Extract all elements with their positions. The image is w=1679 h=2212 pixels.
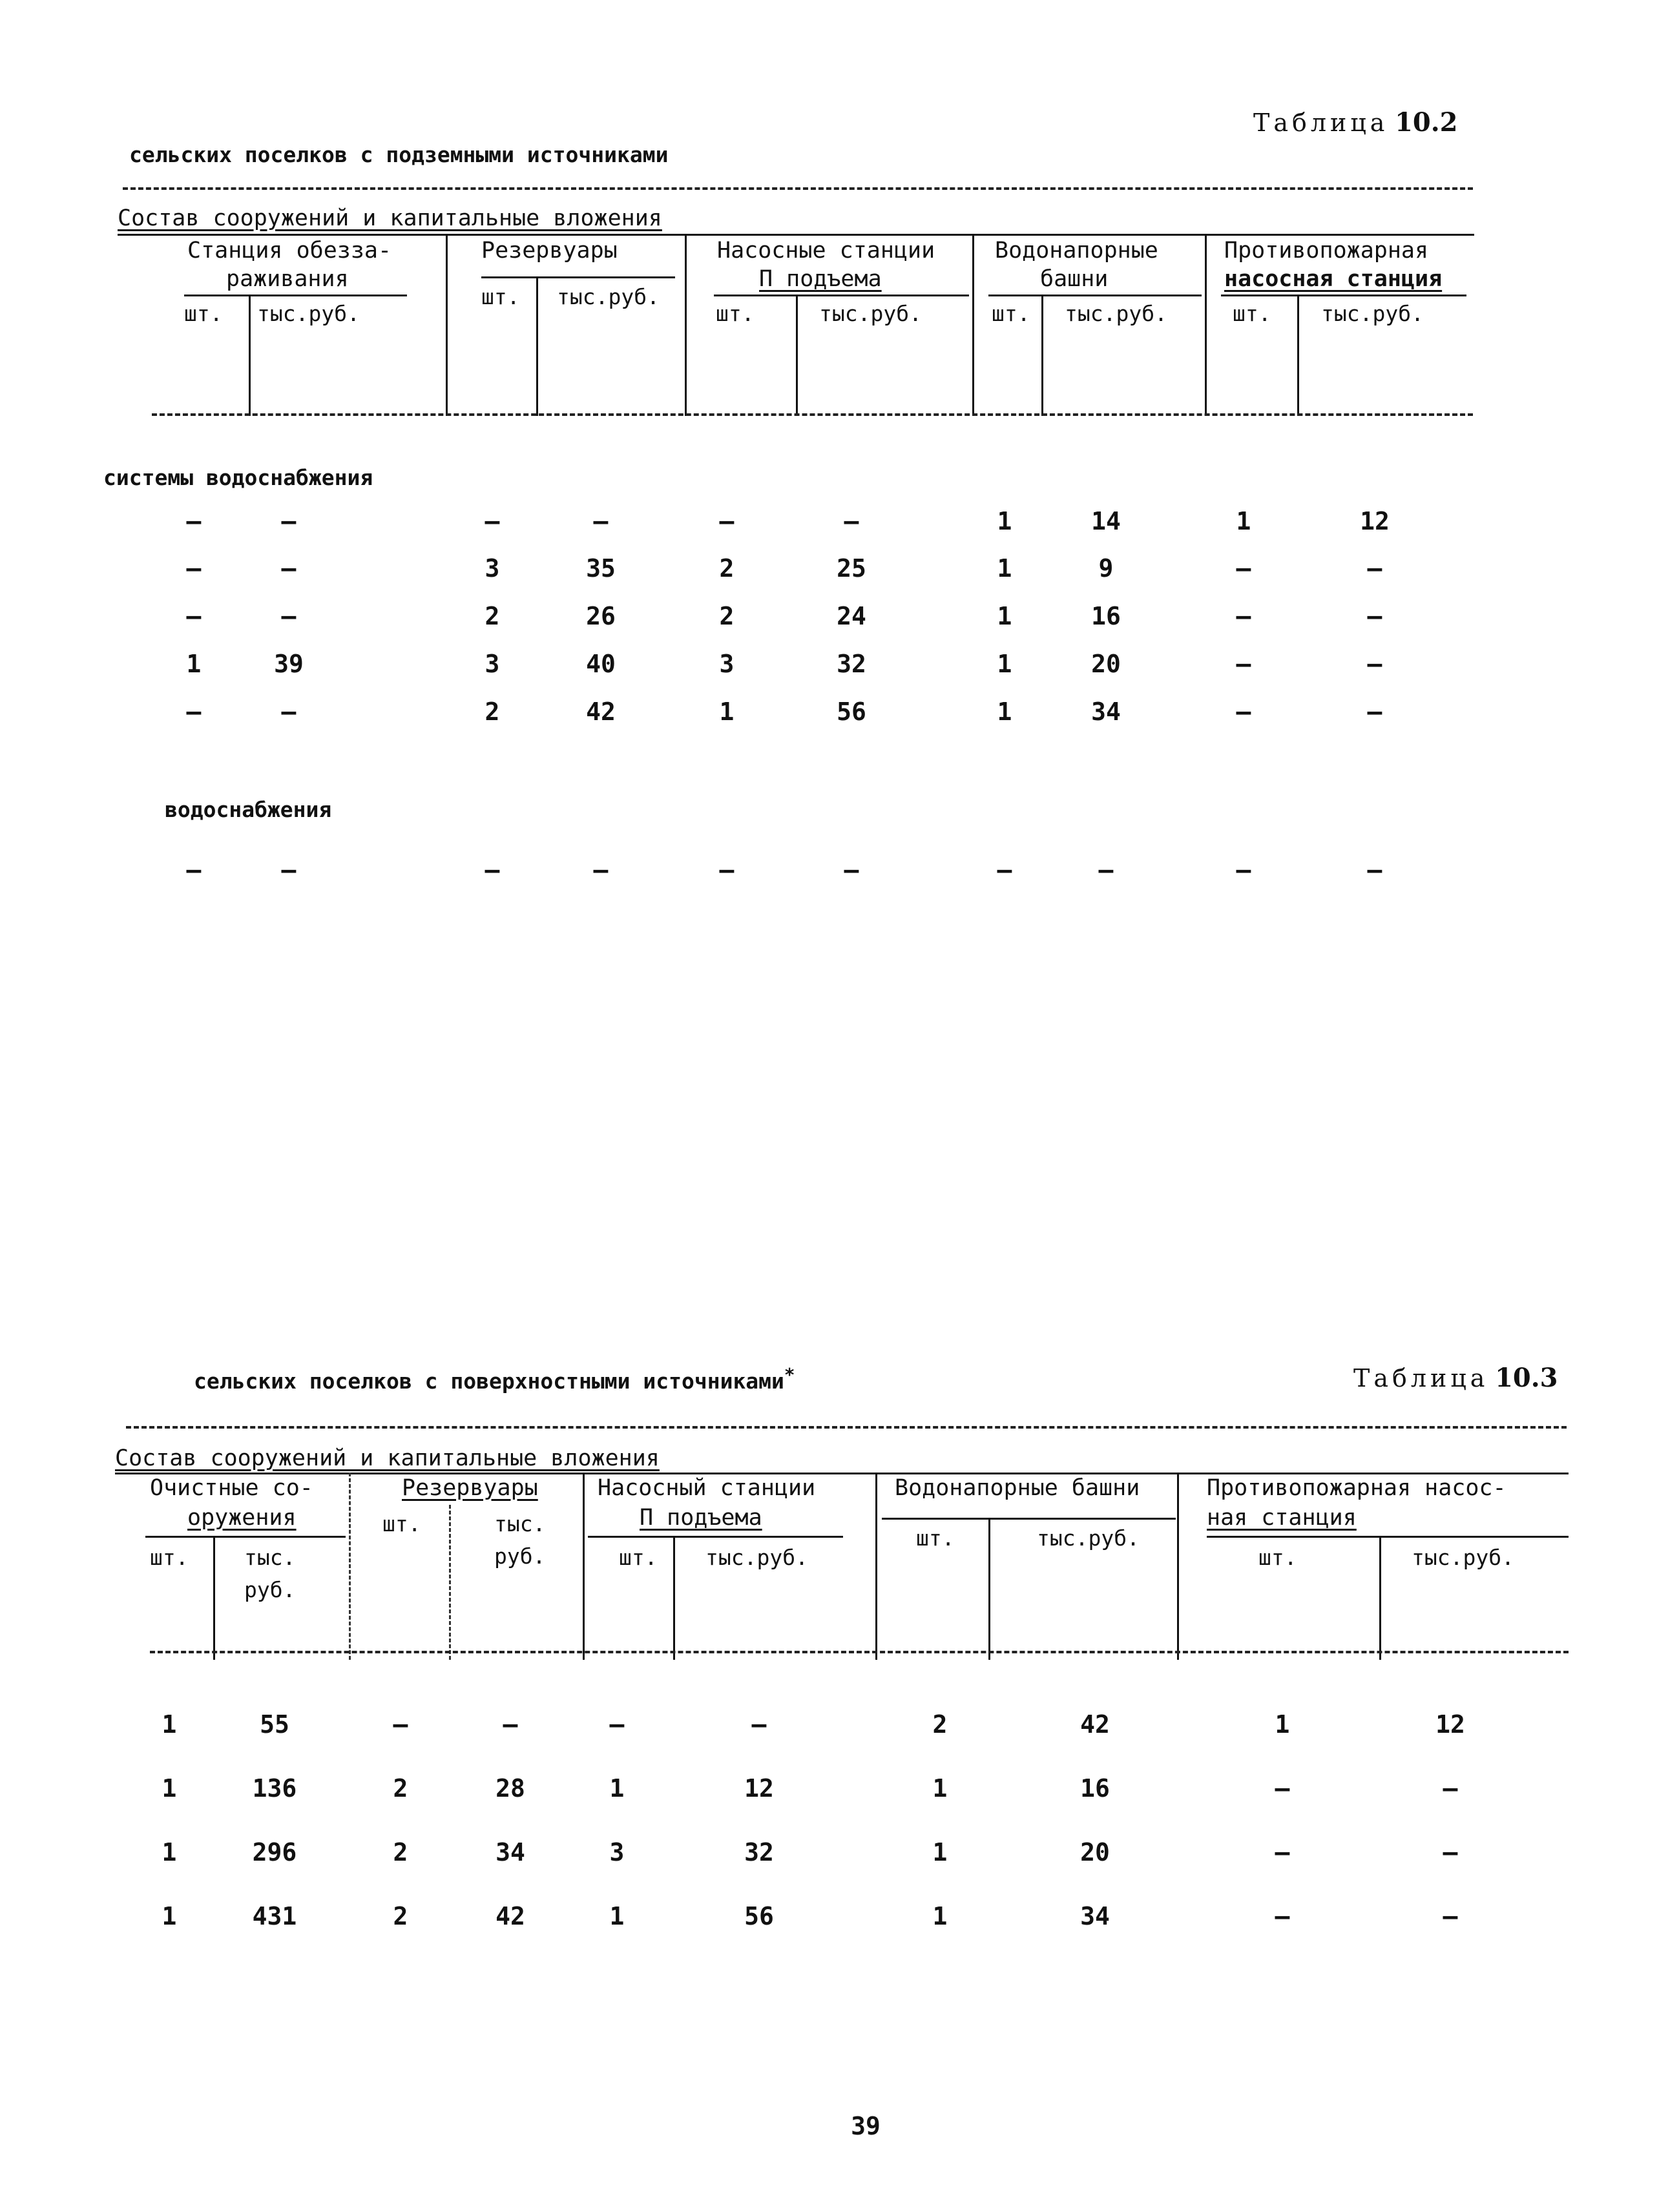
col-sep (446, 234, 448, 416)
table1-cell: 3 (485, 650, 500, 678)
unit-pcs: шт. (916, 1525, 955, 1551)
table2-cell: 2 (393, 1838, 408, 1866)
table2-cell: 1 (609, 1774, 625, 1803)
table1-cell: – (281, 554, 297, 583)
table1-cell: 3 (485, 554, 500, 583)
table1-cell: 2 (719, 602, 735, 630)
table2-cell: – (1443, 1838, 1458, 1866)
unit-rub: тыс.руб. (1321, 301, 1424, 326)
table2-cell: 34 (1080, 1902, 1110, 1930)
table1-cell: 1 (997, 554, 1012, 583)
unit-sep (988, 1518, 990, 1660)
table1-cell: – (1367, 650, 1382, 678)
table1-cell: – (1367, 698, 1382, 726)
header-treatment-line2: оружения (187, 1505, 297, 1531)
header-rule (184, 295, 407, 296)
table1-sec2-cell: – (1236, 856, 1251, 884)
table2-cell: 2 (393, 1902, 408, 1930)
header-towers: Водонапорные башни (895, 1475, 1140, 1501)
table1-cell: – (719, 507, 735, 535)
table1-cell: 9 (1098, 554, 1114, 583)
table1-cell: 1 (997, 650, 1012, 678)
table2-cell: 55 (260, 1710, 289, 1739)
top-dashed-rule (126, 1426, 1567, 1429)
table1-cell: 1 (997, 602, 1012, 630)
unit-rub: тыс.руб. (819, 301, 922, 326)
header-towers-line2: башни (1040, 266, 1109, 292)
header-fire-line1: Противопожарная насос- (1207, 1475, 1507, 1501)
table2-cell: 296 (252, 1838, 297, 1866)
unit-pcs: шт. (150, 1545, 189, 1570)
caption-word: Таблица (1253, 109, 1389, 137)
header-fire-line2: ная станция (1207, 1505, 1357, 1531)
caption-word: Таблица (1353, 1364, 1489, 1392)
header-fire-line1: Противопожарная (1224, 238, 1429, 264)
table1-sec2-cell: – (844, 856, 859, 884)
table1-cell: 2 (719, 554, 735, 583)
unit-ths: тыс. (494, 1511, 546, 1536)
unit-sep (536, 276, 538, 416)
table1-sec2-cell: – (719, 856, 735, 884)
table1-cell: 1 (997, 507, 1012, 535)
unit-sep (1379, 1536, 1381, 1660)
table2-cell: – (609, 1710, 625, 1739)
table1-cell: 1 (1236, 507, 1251, 535)
table2-cell: 1 (932, 1902, 948, 1930)
col-sep (583, 1473, 585, 1660)
header-rule (882, 1518, 1176, 1520)
unit-rub: тыс.руб. (557, 284, 660, 309)
table2-cell: – (503, 1710, 518, 1739)
col-sep (349, 1473, 351, 1660)
unit-rub: тыс.руб. (705, 1545, 808, 1570)
table2-cell: – (1275, 1774, 1290, 1803)
unit-sep (213, 1536, 215, 1660)
table1-cell: – (281, 602, 297, 630)
table1-cell: 39 (274, 650, 304, 678)
unit-rub: тыс.руб. (257, 301, 360, 326)
group-header: Состав сооружений и капитальные вложения (115, 1445, 660, 1471)
table1-sec2-cell: – (1098, 856, 1114, 884)
table2-cell: 2 (932, 1710, 948, 1739)
table1-cell: – (1367, 554, 1382, 583)
table1-cell: 32 (837, 650, 866, 678)
unit-pcs: шт. (1258, 1545, 1297, 1570)
table2-cell: 3 (609, 1838, 625, 1866)
caption-number: 10.3 (1495, 1363, 1558, 1393)
unit-pcs: шт. (992, 301, 1030, 326)
unit-sep (1041, 295, 1043, 416)
table1-cell: 12 (1360, 507, 1390, 535)
table-caption (1353, 1363, 1558, 1393)
table1-cell: – (1236, 602, 1251, 630)
unit-pcs: шт. (382, 1511, 421, 1536)
table2-cell: 28 (495, 1774, 525, 1803)
table1-cell: – (281, 698, 297, 726)
table1-sec2-cell: – (997, 856, 1012, 884)
header-pumping-line1: Насосный станции (598, 1475, 816, 1501)
table2-cell: 1 (932, 1774, 948, 1803)
table2-cell: 12 (1435, 1710, 1465, 1739)
table1-cell: 20 (1091, 650, 1121, 678)
table1-cell: 1 (186, 650, 202, 678)
header-bottom-dashed-rule (152, 413, 1473, 416)
table1-cell: – (186, 507, 202, 535)
header-pumping-line2: П подъема (640, 1505, 762, 1531)
table1-cell: 34 (1091, 698, 1121, 726)
unit-sep (449, 1505, 451, 1660)
header-pumping-line1: Насосные станции (717, 238, 935, 264)
unit-rub: тыс.руб. (1412, 1545, 1514, 1570)
unit-pcs: шт. (481, 284, 520, 309)
subtitle-text: сельских поселков с поверхностными источниками (194, 1369, 784, 1394)
col-sep (685, 234, 687, 416)
table1-cell: – (485, 507, 500, 535)
table1-cell: – (186, 554, 202, 583)
unit-rb: руб. (244, 1577, 296, 1602)
col-sep (875, 1473, 877, 1660)
table1-cell: – (1367, 602, 1382, 630)
table2-cell: 1 (609, 1902, 625, 1930)
unit-sep (673, 1536, 675, 1660)
unit-pcs: шт. (619, 1545, 658, 1570)
unit-rb: руб. (494, 1544, 546, 1569)
table2-cell: – (1275, 1902, 1290, 1930)
table-subtitle (194, 1365, 795, 1394)
unit-sep (1297, 295, 1299, 416)
header-reservoirs: Резервуары (481, 238, 618, 264)
table1-cell: – (1236, 554, 1251, 583)
table2-cell: 1 (162, 1710, 177, 1739)
table2-cell: – (1275, 1838, 1290, 1866)
table2-cell: 16 (1080, 1774, 1110, 1803)
table1-sec2-cell: – (281, 856, 297, 884)
col-sep (1205, 234, 1207, 416)
table1-cell: 1 (997, 698, 1012, 726)
table1-cell: 24 (837, 602, 866, 630)
header-rule (481, 276, 675, 278)
table2-cell: 20 (1080, 1838, 1110, 1866)
table2-cell: 42 (495, 1902, 525, 1930)
col-sep (1177, 1473, 1179, 1660)
header-disinfection-line1: Станция обезза- (187, 238, 392, 264)
top-dashed-rule (123, 187, 1473, 190)
table2-cell: 1 (162, 1838, 177, 1866)
header-rule (588, 1536, 843, 1538)
group-rule (115, 1473, 1569, 1474)
table2-cell: – (751, 1710, 767, 1739)
table1-sec2-cell: – (485, 856, 500, 884)
table-caption (1253, 107, 1458, 138)
group-rule (118, 234, 1474, 236)
unit-rub: тыс.руб. (1037, 1525, 1140, 1551)
header-pumping-line2: П подъема (759, 266, 882, 292)
header-reservoirs: Резервуары (402, 1475, 538, 1501)
unit-pcs: шт. (1233, 301, 1271, 326)
table1-sec2-cell: – (186, 856, 202, 884)
table1-cell: 25 (837, 554, 866, 583)
table1-cell: 35 (586, 554, 616, 583)
table2-cell: – (1443, 1902, 1458, 1930)
table2-cell: 2 (393, 1774, 408, 1803)
table2-cell: 32 (744, 1838, 774, 1866)
unit-rub: тыс.руб. (1065, 301, 1167, 326)
table2-cell: 136 (252, 1774, 297, 1803)
table1-cell: 26 (586, 602, 616, 630)
header-bottom-dashed-rule (150, 1651, 1569, 1653)
table2-cell: 431 (252, 1902, 297, 1930)
unit-sep (249, 295, 251, 416)
header-rule (1207, 1536, 1569, 1538)
table2-cell: – (1443, 1774, 1458, 1803)
table1-cell: – (593, 507, 609, 535)
table1-cell: – (844, 507, 859, 535)
section-label: системы водоснабжения (103, 465, 373, 490)
table2-cell: 12 (744, 1774, 774, 1803)
table2-cell: 1 (162, 1774, 177, 1803)
unit-sep (796, 295, 798, 416)
table-subtitle: сельских поселков с подземными источниками (129, 142, 669, 167)
header-rule (714, 295, 969, 296)
table1-sec2-cell: – (1367, 856, 1382, 884)
table2-cell: 1 (162, 1902, 177, 1930)
table2-cell: – (393, 1710, 408, 1739)
table1-cell: 14 (1091, 507, 1121, 535)
header-rule (988, 295, 1202, 296)
col-sep (972, 234, 974, 416)
unit-pcs: шт. (184, 301, 223, 326)
table1-cell: – (281, 507, 297, 535)
page-number: 39 (851, 2112, 881, 2140)
table1-cell: – (1236, 698, 1251, 726)
table1-cell: 40 (586, 650, 616, 678)
table1-cell: 42 (586, 698, 616, 726)
section-label: водоснабжения (165, 797, 332, 822)
unit-pcs: шт. (716, 301, 755, 326)
caption-number: 10.2 (1395, 107, 1458, 138)
table1-cell: – (186, 698, 202, 726)
header-rule (145, 1536, 346, 1538)
table1-cell: 16 (1091, 602, 1121, 630)
footnote-mark: * (784, 1365, 795, 1385)
header-fire-line2: насосная станция (1224, 266, 1443, 292)
table1-cell: – (1236, 650, 1251, 678)
table1-cell: 56 (837, 698, 866, 726)
table1-cell: – (186, 602, 202, 630)
table1-cell: 2 (485, 602, 500, 630)
table1-cell: 1 (719, 698, 735, 726)
table2-cell: 56 (744, 1902, 774, 1930)
table2-cell: 42 (1080, 1710, 1110, 1739)
table2-cell: 34 (495, 1838, 525, 1866)
table2-cell: 1 (1275, 1710, 1290, 1739)
unit-ths: тыс. (244, 1545, 296, 1570)
table1-cell: 2 (485, 698, 500, 726)
header-towers-line1: Водонапорные (995, 238, 1158, 264)
header-treatment-line1: Очистные со- (150, 1475, 313, 1501)
table2-cell: 1 (932, 1838, 948, 1866)
header-disinfection-line2: раживания (226, 266, 349, 292)
group-header: Состав сооружений и капитальные вложения (118, 205, 662, 231)
table1-sec2-cell: – (593, 856, 609, 884)
table1-cell: 3 (719, 650, 735, 678)
header-rule (1221, 295, 1466, 296)
